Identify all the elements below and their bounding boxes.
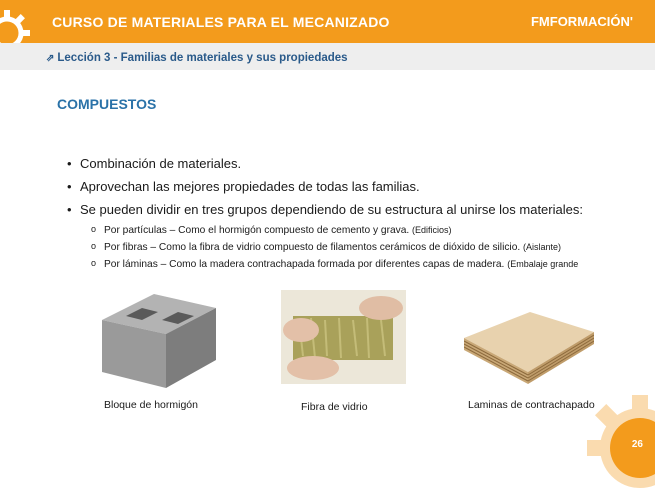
bullet-item: • Se pueden dividir en tres grupos dependiendo de su estructura al unirse los materiales: (67, 202, 655, 225)
brand-rest: FORMACIÓN' (549, 14, 633, 29)
sub-bullet-note: (Aislante) (523, 242, 562, 252)
concrete-block-image (92, 288, 224, 390)
bullet-item: • Combinación de materiales. (67, 156, 655, 179)
sub-bullet-text: Por láminas – Como la madera contrachapada formada por diferentes capas de madera. (104, 259, 508, 270)
sub-bullet-item (67, 225, 655, 242)
caption-plywood: Laminas de contrachapado (468, 399, 595, 411)
fiberglass-image (281, 290, 406, 384)
lesson-label (46, 52, 348, 64)
bullet-item: • Aprovechan las mejores propiedades de todas las familias. (67, 179, 655, 202)
sub-bullet-text: Por fibras – Como la fibra de vidrio compuesto de filamentos cerámicos de dióxido de silicio. (104, 242, 524, 253)
bullet-list (67, 156, 655, 276)
page-number: 26 (631, 439, 643, 450)
course-title: CURSO DE MATERIALES PARA EL MECANIZADO (52, 14, 390, 30)
section-title: COMPUESTOS (57, 96, 157, 112)
brand-fm: FM (530, 14, 550, 29)
plywood-image (464, 292, 594, 384)
caption-block: Bloque de hormigón (104, 399, 198, 411)
sub-bullet-text: Por partículas – Como el hormigón compuesto de cemento y grava. (104, 225, 413, 236)
caption-fiber: Fibra de vidrio (301, 401, 368, 413)
lesson-text: Lección 3 - Familias de materiales y sus propiedades (57, 52, 348, 64)
sub-bullet-item (67, 242, 655, 259)
link-icon: ⇗ (46, 53, 55, 64)
gear-icon (585, 393, 655, 503)
sub-bullet-note: (Embalaje grande (507, 259, 579, 269)
brand-logo (531, 14, 633, 29)
sub-bullet-item (67, 259, 655, 276)
sub-bullet-note: (Edificios) (412, 225, 452, 235)
